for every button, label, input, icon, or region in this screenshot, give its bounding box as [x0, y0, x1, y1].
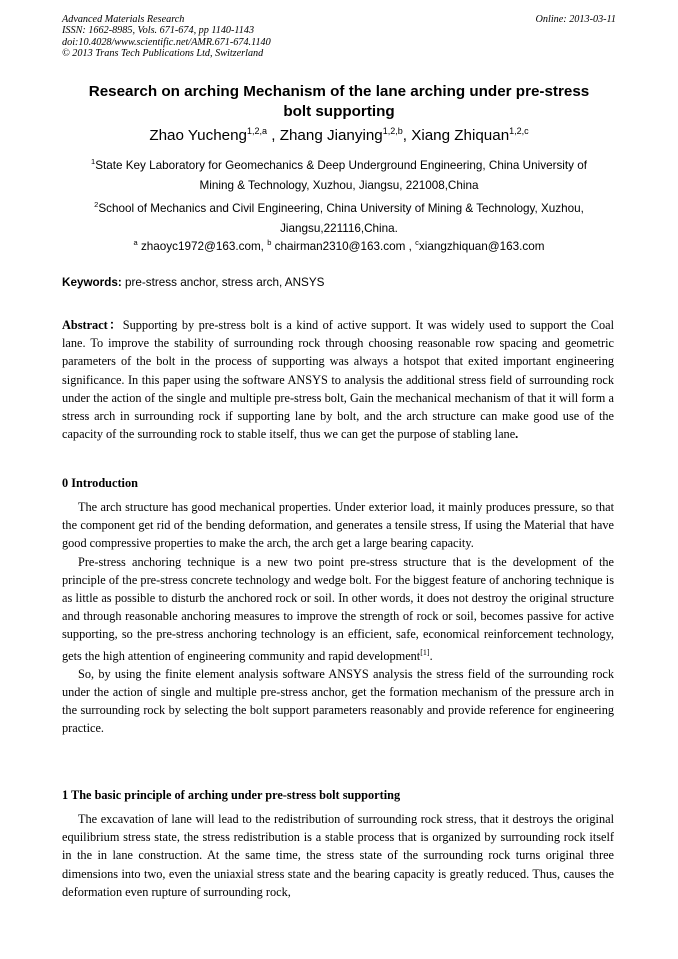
keywords-label: Keywords: [62, 276, 122, 289]
section-heading-introduction: 0 Introduction [62, 476, 138, 490]
author-affil-sup: 1,2,c [509, 126, 529, 136]
affil-line: Jiangsu,221116,China. [280, 221, 398, 235]
copyright-line: © 2013 Trans Tech Publications Ltd, Switzerland [62, 48, 264, 60]
author-name: Zhao Yucheng [149, 127, 247, 144]
email-address: xiangzhiquan@163.com [418, 240, 545, 253]
author-name: Xiang Zhiquan [411, 127, 510, 144]
paragraph-end: . [429, 648, 433, 663]
affil-line: Mining & Technology, Xuzhou, Jiangsu, 221008,China [199, 178, 479, 192]
paragraph: The excavation of lane will lead to the redistribution of surrounding rock stress, that it destroys the original equilibrium stress state, the stress redistribution is a stable process that is organized by surrounding rock itself in the in lane construction. At the same time, the stress state of the surrounding rock turns original three dimensions into two, even the uniaxial stress state and the bearing capacity is greatly reduced. Thus, causes the deformation even rupture of surrounding rock, [62, 812, 614, 899]
affiliation-1 [62, 152, 616, 195]
affiliation-2 [62, 195, 616, 238]
abstract-end: . [515, 427, 519, 442]
affil-line: School of Mechanics and Civil Engineering, China University of Mining & Technology, Xuzhou, [98, 202, 584, 215]
keywords-text: pre-stress anchor, stress arch, ANSYS [121, 276, 325, 289]
doi-line: doi:10.4028/www.scientific.net/AMR.671-674.1140 [62, 36, 271, 48]
author-name: Zhang Jianying [279, 127, 383, 144]
author-affil-sup: 1,2,a [247, 126, 268, 136]
email-address: zhaoyc1972@163.com, [140, 240, 264, 253]
author-emails [62, 238, 616, 253]
email-address: chairman2310@163.com , [274, 240, 412, 253]
paragraph: The arch structure has good mechanical properties. Under exterior load, it mainly produces pressure, so that the component get rid of the bending deformation, and generates a tensile stress, If using the Material that have good compressive properties to make the arch, the arch get a large bearing capacity. [62, 500, 614, 551]
author-separator: , [267, 127, 280, 144]
journal-name: Advanced Materials Research [62, 14, 185, 25]
affil-line: State Key Laboratory for Geomechanics & Deep Underground Engineering, China University of [95, 159, 587, 172]
section-1-body [62, 810, 614, 901]
affil-number: 2 [94, 200, 99, 209]
paragraph [62, 553, 614, 665]
author-list [62, 126, 616, 144]
author-affil-sup: 1,2,b [382, 126, 403, 136]
title-line-1: Research on arching Mechanism of the lane arching under pre-stress [88, 83, 590, 100]
paper-title [62, 82, 616, 122]
email-sup: c [415, 238, 419, 247]
online-date: Online: 2013-03-11 [535, 14, 616, 25]
introduction-body [62, 498, 614, 738]
paragraph-text: Pre-stress anchoring technique is a new two point pre-stress structure that is the development of the principle of the pre-stress concrete technology and wedge bolt. For the biggest feature of anchoring technique is as little as possible to disturb the anchored rock or soil. In other words, it does not destroy the original structure and through reasonable anchoring measures to improve the strength of rock or soil, becomes passive for active supporting, so the pre-stress anchoring technology is an efficient, safe, economical reinforcement technology, gets the high attention of engineering community and rapid development [62, 554, 614, 663]
affil-number: 1 [91, 157, 96, 166]
email-sup: b [267, 238, 272, 247]
title-line-2: bolt supporting [283, 103, 395, 120]
abstract-label: Abstract： [62, 318, 123, 332]
issn-line: ISSN: 1662-8985, Vols. 671-674, pp 1140-1143 [62, 25, 255, 37]
author-separator: , [402, 127, 412, 144]
email-sup: a [133, 238, 138, 247]
journal-header [62, 14, 271, 60]
section-heading-1: 1 The basic principle of arching under pre-stress bolt supporting [62, 788, 401, 802]
abstract-text: Supporting by pre-stress bolt is a kind of active support. It was widely used to support the Coal lane. To improve the stability of surrounding rock through choosing reasonable row spacing and geometric parameters of the bolt in the process of supporting was always a hotspot that exited important engineering significance. In this paper using the software ANSYS to analysis the additional stress field of surrounding rock under the action of the single and multiple pre-stress bolt, Gain the mechanical mechanism of that it will form a stress arch in surrounding rock if supporting lane by bolt, and the arch structure can make good use of the capacity of the surrounding rock to stable itself, thus we can get the purpose of stabling lane [62, 318, 614, 442]
abstract [62, 316, 614, 443]
paragraph: So, by using the finite element analysis software ANSYS analysis the stress field of the surrounding rock under the action of single and multiple pre-stress anchor, get the formation mechanism of the pressure arch in the surrounding rock by selecting the bolt support parameters reasonably and provide reference for engineering practice. [62, 666, 614, 736]
keywords [62, 276, 324, 289]
citation: [1] [420, 647, 430, 657]
